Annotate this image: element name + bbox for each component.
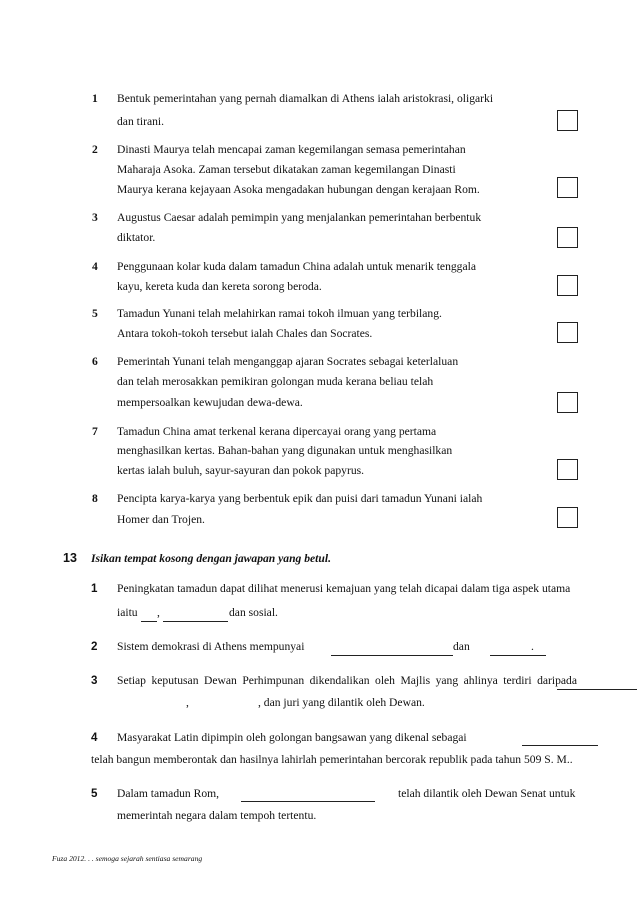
answer-blank[interactable] bbox=[557, 688, 637, 690]
sub-question-number: 4 bbox=[91, 731, 98, 744]
item-number: 4 bbox=[92, 260, 98, 273]
question-text: Sistem demokrasi di Athens mempunyai bbox=[117, 640, 305, 653]
item-text: Dinasti Maurya telah mencapai zaman kegemilangan semasa pemerintahan bbox=[117, 143, 466, 156]
answer-blank[interactable] bbox=[241, 800, 375, 802]
item-text: dan tirani. bbox=[117, 115, 165, 128]
item-text: menghasilkan kertas. Bahan-bahan yang digunakan untuk menghasilkan bbox=[117, 444, 453, 457]
sub-question-number: 2 bbox=[91, 640, 98, 653]
sub-question-number: 5 bbox=[91, 787, 98, 800]
item-number: 5 bbox=[92, 307, 98, 320]
item-number: 8 bbox=[92, 492, 98, 505]
question-text: Peningkatan tamadun dapat dilihat menerusi kemajuan yang telah dicapai dalam tiga aspek utama bbox=[117, 582, 571, 595]
question-text: dan sosial. bbox=[229, 606, 278, 619]
item-number: 1 bbox=[92, 92, 98, 105]
item-text: Bentuk pemerintahan yang pernah diamalkan di Athens ialah aristokrasi, oligarki bbox=[117, 92, 494, 105]
answer-box[interactable] bbox=[557, 392, 578, 413]
item-text: Maurya kerana kejayaan Asoka mengadakan hubungan dengan kerajaan Rom. bbox=[117, 183, 480, 196]
question-text: telah dilantik oleh Dewan Senat untuk bbox=[398, 787, 576, 800]
item-text: diktator. bbox=[117, 231, 156, 244]
question-text: Dalam tamadun Rom, bbox=[117, 787, 220, 800]
item-text: Tamadun China amat terkenal kerana dipercayai orang yang pertama bbox=[117, 425, 437, 438]
answer-box[interactable] bbox=[557, 227, 578, 248]
question-text: memerintah negara dalam tempoh tertentu. bbox=[117, 809, 317, 822]
question-text: , dan juri yang dilantik oleh Dewan. bbox=[258, 696, 425, 709]
item-text: Homer dan Trojen. bbox=[117, 513, 205, 526]
answer-box[interactable] bbox=[557, 110, 578, 131]
question-text: Masyarakat Latin dipimpin oleh golongan bangsawan yang dikenal sebagai bbox=[117, 731, 467, 744]
item-text: Antara tokoh-tokoh tersebut ialah Chales dan Socrates. bbox=[117, 327, 373, 340]
answer-box[interactable] bbox=[557, 507, 578, 528]
sub-question-number: 3 bbox=[91, 674, 98, 687]
question-text: . bbox=[531, 640, 534, 653]
item-text: kayu, kereta kuda dan kereta sorong beroda. bbox=[117, 280, 322, 293]
item-text: Pencipta karya-karya yang berbentuk epik dan puisi dari tamadun Yunani ialah bbox=[117, 492, 483, 505]
item-text: Maharaja Asoka. Zaman tersebut dikatakan zaman kegemilangan Dinasti bbox=[117, 163, 456, 176]
answer-blank[interactable] bbox=[522, 744, 598, 746]
page-footer: Fuza 2012. . . semoga sejarah sentiasa semarang bbox=[52, 854, 203, 863]
question-text: dan bbox=[453, 640, 470, 653]
item-number: 6 bbox=[92, 355, 98, 368]
question-number: 13 bbox=[63, 551, 77, 565]
item-text: Penggunaan kolar kuda dalam tamadun China adalah untuk menarik tenggala bbox=[117, 260, 476, 273]
answer-blank[interactable] bbox=[331, 654, 453, 656]
item-number: 7 bbox=[92, 425, 98, 438]
item-text: Tamadun Yunani telah melahirkan ramai tokoh ilmuan yang terbilang. bbox=[117, 307, 442, 320]
answer-box[interactable] bbox=[557, 177, 578, 198]
answer-blank[interactable] bbox=[141, 620, 157, 622]
comma-text: , bbox=[157, 606, 160, 619]
item-text: mempersoalkan kewujudan dewa-dewa. bbox=[117, 396, 303, 409]
answer-blank[interactable] bbox=[163, 620, 228, 622]
item-number: 2 bbox=[92, 143, 98, 156]
answer-blank[interactable] bbox=[490, 654, 546, 656]
item-text: Pemerintah Yunani telah menganggap ajaran Socrates sebagai keterlaluan bbox=[117, 355, 459, 368]
section-heading: Isikan tempat kosong dengan jawapan yang betul. bbox=[91, 552, 331, 565]
question-text: telah bangun memberontak dan hasilnya lahirlah pemerintahan bercorak republik pada tahun 509 S. M.. bbox=[91, 753, 573, 766]
answer-box[interactable] bbox=[557, 322, 578, 343]
comma-text: , bbox=[186, 696, 189, 709]
item-text: Augustus Caesar adalah pemimpin yang menjalankan pemerintahan berbentuk bbox=[117, 211, 482, 224]
item-text: kertas ialah buluh, sayur-sayuran dan pokok papyrus. bbox=[117, 464, 365, 477]
sub-question-number: 1 bbox=[91, 582, 98, 595]
answer-box[interactable] bbox=[557, 275, 578, 296]
answer-box[interactable] bbox=[557, 459, 578, 480]
question-text: iaitu bbox=[117, 606, 138, 619]
item-text: dan telah merosakkan pemikiran golongan muda kerana beliau telah bbox=[117, 375, 434, 388]
question-text: Setiap keputusan Dewan Perhimpunan dikendalikan oleh Majlis yang ahlinya terdiri daripada bbox=[117, 674, 578, 687]
item-number: 3 bbox=[92, 211, 98, 224]
